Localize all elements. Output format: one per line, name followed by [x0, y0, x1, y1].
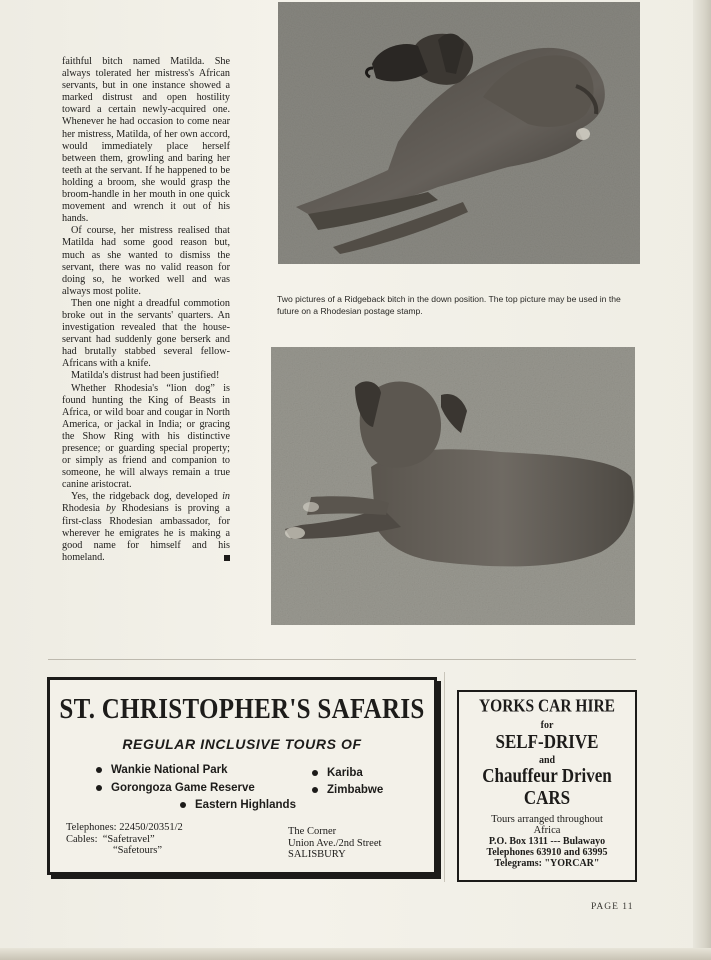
car-hire-telegrams: Telegrams: "YORCAR" [494, 858, 600, 869]
safaris-address: The Corner Union Ave./2nd Street SALISBURY [288, 826, 382, 860]
safaris-advertisement [47, 677, 437, 875]
safaris-subtitle: REGULAR INCLUSIVE TOURS OF [122, 736, 362, 752]
dog-lying-photo-illustration [278, 2, 640, 264]
safaris-telephones: Telephones: 22450/20351/2 [66, 822, 183, 833]
article-paragraph: faithful bitch named Matilda. She always tolerated her mistress's African servants, but in one instance showed a marked distrust and open hostility toward a certain newly-acquired one. Whenever he had occasion to come near her mistress, Matilda, of her own accord, would immediately place herself between them, growling and baring her teeth at the servant. If he happened to be holding a broom, she would grasp the broom-handle in her mouth in one quick movement and wrench it out of his hands. [62, 56, 230, 225]
article-paragraph: Whether Rhodesia's “lion dog” is found hunting the King of Beasts in Africa, or wild boar and cougar in North America, or jackal in India; or gracing the Show Ring with his distinctive presence; or guarding special property; or simply as friend and companion to someone, he will always remain a true canine aristocrat. [62, 382, 230, 491]
chauffeur-label: Chauffeur Driven [482, 764, 612, 787]
safaris-cables-row: Cables: “Safetravel” [66, 833, 155, 845]
bullet-icon [96, 767, 102, 773]
car-hire-po-box: P.O. Box 1311 --- Bulawayo [488, 836, 606, 847]
bullet-icon [180, 802, 186, 808]
photo-caption: Two pictures of a Ridgeback bitch in the down position. The top picture may be used in the future on a Rhodesian postage stamp. [277, 294, 621, 316]
article-paragraph-final: Yes, the ridgeback dog, developed in Rhodesia by Rhodesians is proving a first-class Rhodesian ambassador, for wherever he emigrates he is making a good name for himself and his homeland. [62, 491, 230, 563]
destination-item: Gorongoza Game Reserve [96, 782, 255, 794]
page-number: PAGE 11 [591, 902, 634, 912]
safaris-phone-cables [66, 822, 183, 857]
cars-label: CARS [523, 786, 571, 809]
safaris-title: ST. CHRISTOPHER'S SAFARIS [59, 693, 425, 725]
destination-item: Wankie National Park [96, 764, 228, 776]
article-paragraph: Matilda's distrust had been justified! [71, 370, 220, 382]
car-hire-telephones: Telephones 63910 and 63995 [486, 847, 608, 858]
page-edge-shadow [693, 0, 711, 960]
dog-lying-side-photo-illustration [271, 347, 635, 625]
ridgeback-photo-bottom [271, 347, 635, 625]
section-divider [48, 659, 636, 660]
article-column [62, 56, 230, 564]
destination-item: Kariba [312, 767, 363, 779]
destination-item: Eastern Highlands [180, 799, 296, 811]
bullet-icon [96, 785, 102, 791]
ridgeback-photo-top [278, 2, 640, 264]
bullet-icon [312, 770, 318, 776]
car-hire-title: YORKS CAR HIRE [478, 696, 616, 717]
article-paragraph: Then one night a dreadful commotion broke out in the servants' quarters. An investigation revealed that the house-servant had suddenly gone berserk and had brutally stabbed several fellow-Africans with a knife. [62, 297, 230, 370]
end-of-article-mark [224, 555, 230, 561]
self-drive-label: SELF-DRIVE [495, 730, 599, 753]
ad-divider [444, 672, 445, 882]
safaris-cables-row-2: “Safetours” [113, 845, 162, 856]
bullet-icon [312, 787, 318, 793]
destination-item: Zimbabwe [312, 784, 383, 796]
page-bottom-edge [0, 948, 711, 960]
car-hire-advertisement: YORKS CAR HIRE for SELF-DRIVE and Chauffeur Driven CARS Tours arranged throughout Africa P.O. Box 1311 --- Bulawayo Telephones 63910 and 63995 Telegrams: "YORCAR" [457, 690, 637, 882]
article-paragraph: Of course, her mistress realised that Matilda had some good reason but, much as she wanted to dismiss the servant, there was no valid reason for doing so, he worked well and was always most polite. [62, 225, 230, 297]
